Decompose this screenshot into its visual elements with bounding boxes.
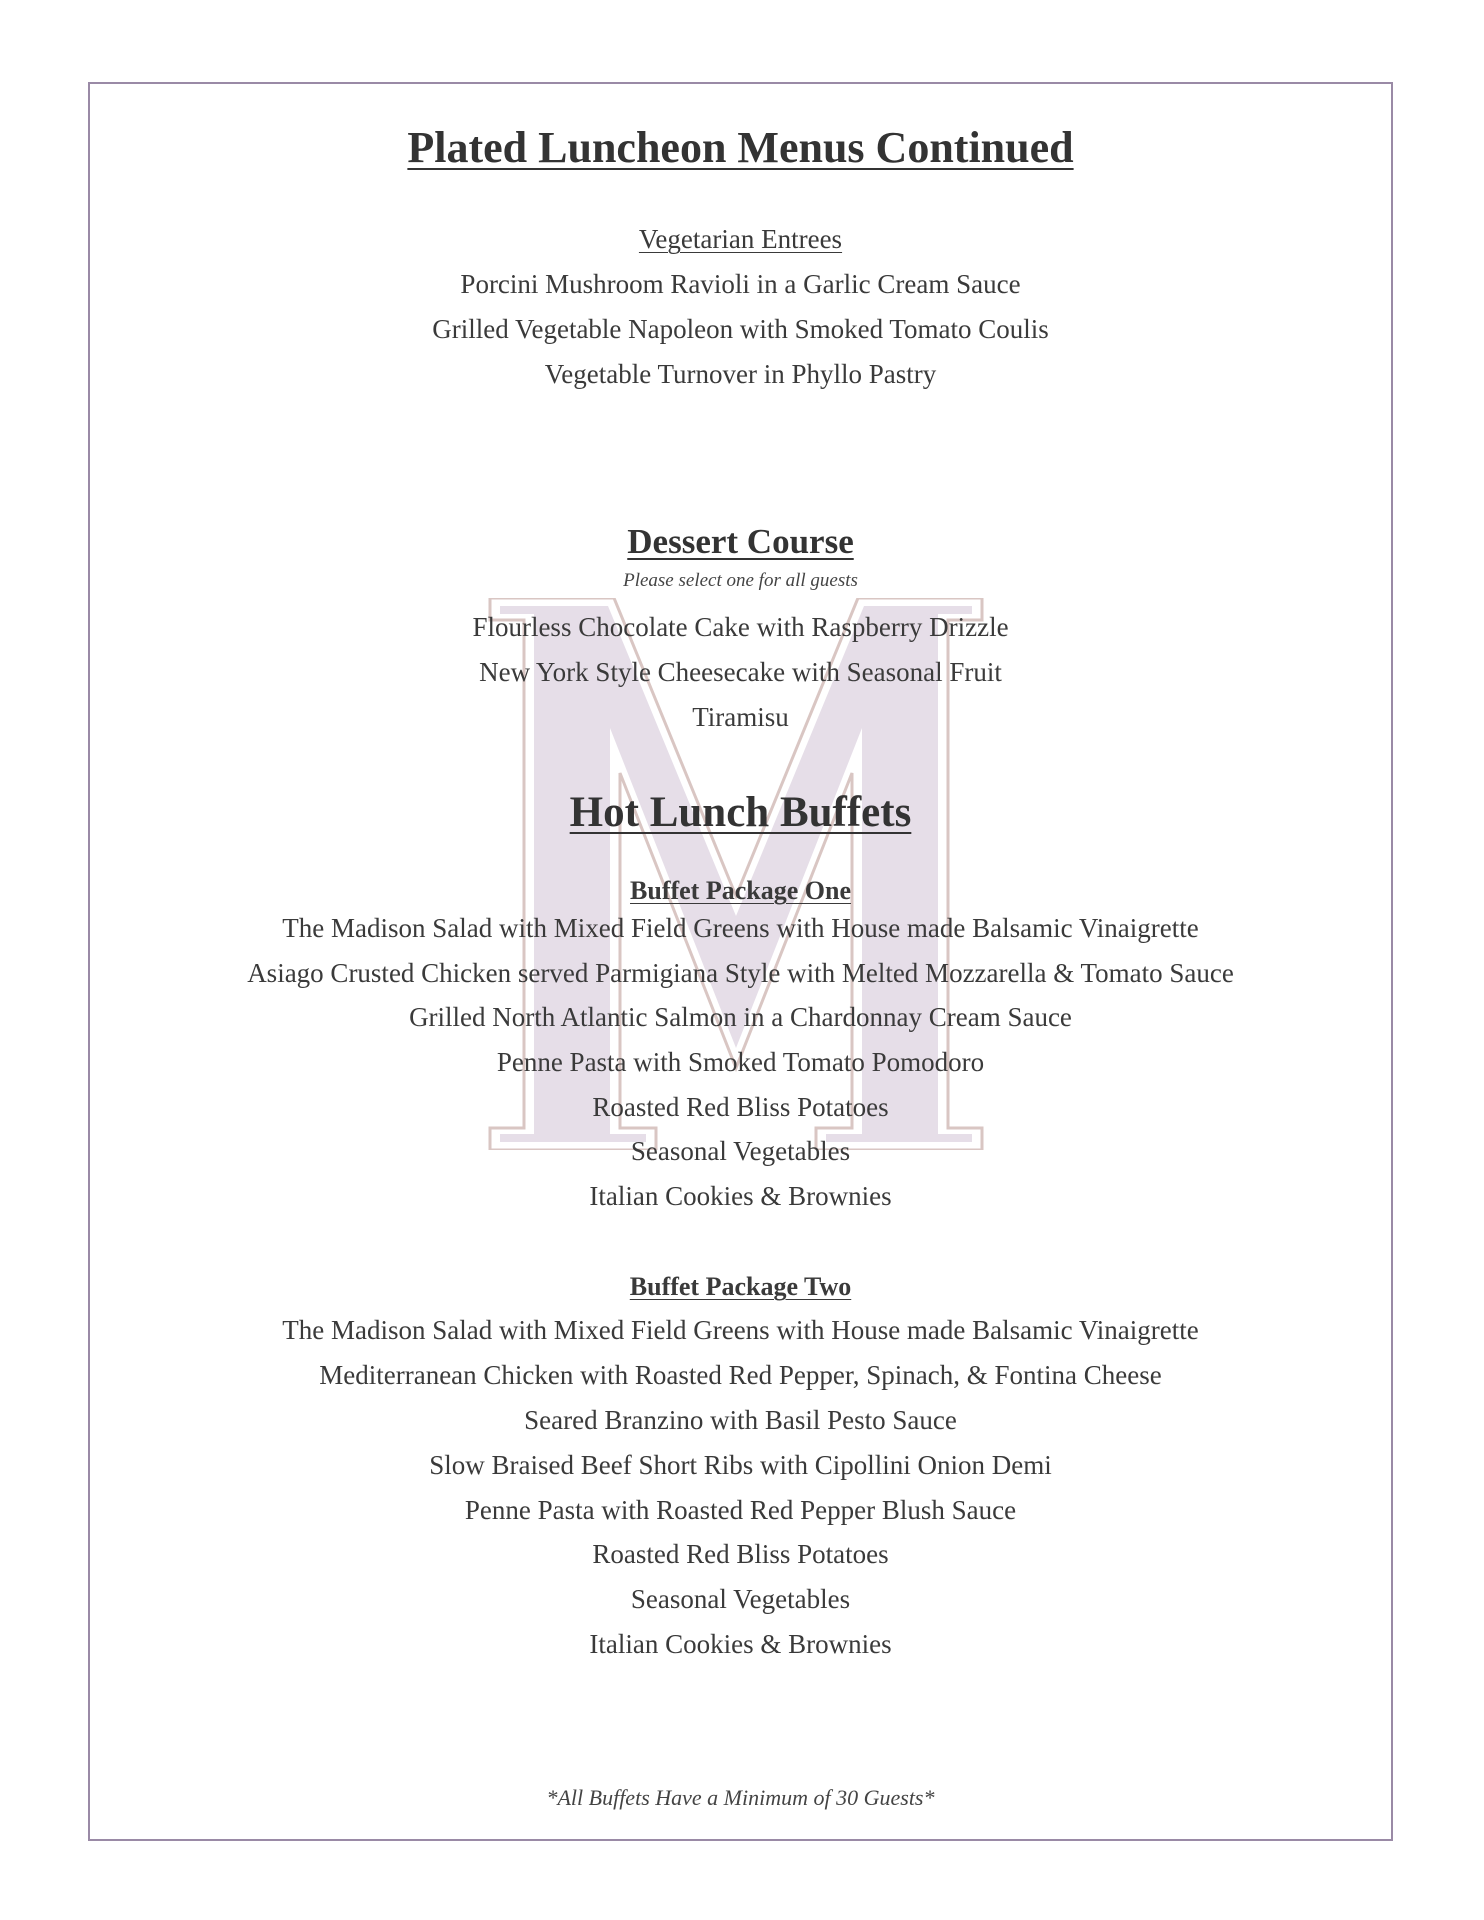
buffets-heading: Hot Lunch Buffets [569, 789, 912, 836]
vegetarian-item: Porcini Mushroom Ravioli in a Garlic Cream Sauce [460, 269, 1021, 299]
package-two-item: Seasonal Vegetables [630, 1584, 851, 1614]
dessert-item: Flourless Chocolate Cake with Raspberry Drizzle [472, 612, 1009, 642]
dessert-item: Tiramisu [692, 702, 789, 732]
package-two-item: Roasted Red Bliss Potatoes [592, 1539, 889, 1569]
package-two-item: Mediterranean Chicken with Roasted Red Pepper, Spinach, & Fontina Cheese [319, 1360, 1162, 1390]
package-two-item: Penne Pasta with Roasted Red Pepper Blush Sauce [464, 1495, 1017, 1525]
package-two-item: Seared Branzino with Basil Pesto Sauce [524, 1405, 957, 1435]
package-two-item: Slow Braised Beef Short Ribs with Cipollini Onion Demi [429, 1450, 1052, 1480]
package-one-item: Italian Cookies & Brownies [589, 1181, 892, 1211]
dessert-item: New York Style Cheesecake with Seasonal Fruit [479, 657, 1002, 687]
package-two-item: The Madison Salad with Mixed Field Greens with House made Balsamic Vinaigrette [282, 1315, 1199, 1345]
package-one-item: The Madison Salad with Mixed Field Greens with House made Balsamic Vinaigrette [282, 913, 1199, 943]
package-one-item: Grilled North Atlantic Salmon in a Chardonnay Cream Sauce [409, 1002, 1072, 1032]
vegetarian-heading: Vegetarian Entrees [638, 224, 843, 254]
package-one-item: Penne Pasta with Smoked Tomato Pomodoro [496, 1047, 985, 1077]
buffet-minimum-note: *All Buffets Have a Minimum of 30 Guests* [546, 1785, 935, 1810]
dessert-note: Please select one for all guests [623, 570, 858, 591]
package-one-item: Asiago Crusted Chicken served Parmigiana Style with Melted Mozzarella & Tomato Sauce [247, 958, 1234, 988]
dessert-heading: Dessert Course [627, 522, 854, 561]
package-one-heading: Buffet Package One [630, 876, 851, 905]
package-one-item: Roasted Red Bliss Potatoes [592, 1092, 889, 1122]
vegetarian-item: Vegetable Turnover in Phyllo Pastry [544, 359, 937, 389]
package-two-item: Italian Cookies & Brownies [589, 1629, 892, 1659]
package-two-heading: Buffet Package Two [629, 1272, 852, 1301]
package-one-item: Seasonal Vegetables [630, 1136, 851, 1166]
vegetarian-item: Grilled Vegetable Napoleon with Smoked Tomato Coulis [432, 314, 1049, 344]
page-title: Plated Luncheon Menus Continued [407, 123, 1074, 172]
